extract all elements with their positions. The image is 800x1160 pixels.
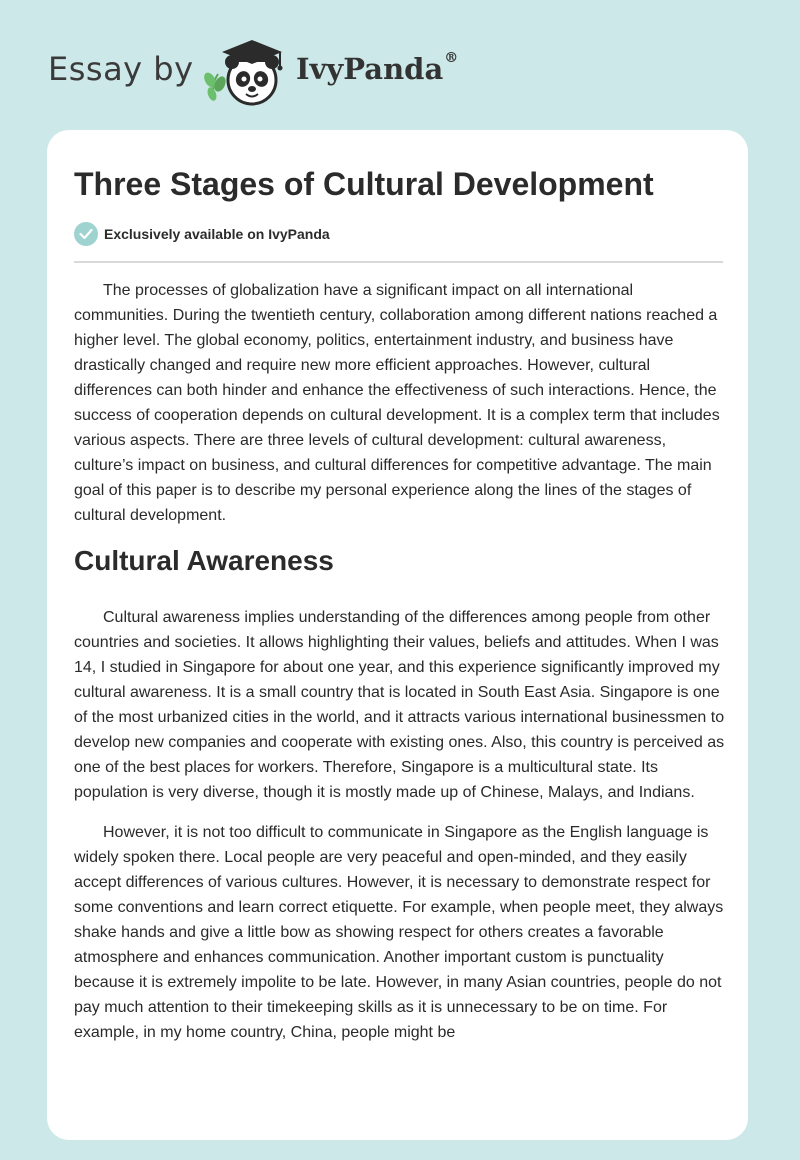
brand-text: IvyPanda (296, 52, 444, 86)
site-header (0, 0, 800, 130)
section-paragraph-2: However, it is not too difficult to communicate in Singapore as the English language is widely spoken there. Local people are very peaceful and open-minded, and they easily accept differences of various cultures. However, it is necessary to demonstrate respect for some conventions and learn correct etiquette. For example, when people meet, they always shake hands and give a little bow as showing respect for others creates a favorable atmosphere and enhances communication. Another important custom is punctuality because it is extremely impolite to be late. However, in many Asian countries, people do not pay much attention to their timekeeping skills as it is unnecessary to be on time. For example, in my home country, China, people might be (74, 824, 724, 1041)
essay-body (74, 278, 727, 1060)
registered-mark: ® (444, 50, 459, 66)
exclusive-badge (74, 222, 330, 246)
section-heading: Cultural Awareness (74, 545, 334, 576)
section-paragraph-1: Cultural awareness implies understanding of the differences among people from other countries and societies. It allows highlighting their values, beliefs and attitudes. When I was 14, I studied in Singapore for about one year, and this experience significantly improved my cultural awareness. It is a small country that is located in South East Asia. Singapore is one of the most urbanized cities in the world, and it attracts various international businessmen to develop new companies and cooperate with existing ones. Also, this country is perceived as one of the best places for workers. Therefore, Singapore is a multicultural state. Its population is very diverse, though it is mostly made up of Chinese, Malays, and Indians. (74, 609, 725, 801)
intro-paragraph: The processes of globalization have a significant impact on all international communities. During the twentieth century, collaboration among different nations reached a higher level. The global economy, politics, entertainment industry, and business have drastically changed and require new more efficient approaches. However, cultural differences can both hinder and enhance the effectiveness of such interactions. Hence, the success of cooperation depends on cultural development. It is a complex term that includes various aspects. There are three levels of cultural development: cultural awareness, culture’s impact on business, and cultural differences for competitive advantage. The main goal of this paper is to describe my personal experience along the lines of the stages of cultural development. (74, 282, 720, 524)
essay-card (47, 130, 748, 1140)
divider (74, 261, 723, 263)
exclusive-label: Exclusively available on IvyPanda (104, 226, 330, 242)
essay-by-label: Essay by (48, 50, 194, 88)
panda-logo-icon[interactable] (200, 36, 292, 112)
page-title: Three Stages of Cultural Development (74, 166, 654, 202)
brand-name[interactable] (296, 52, 458, 86)
check-circle-icon (74, 222, 98, 246)
